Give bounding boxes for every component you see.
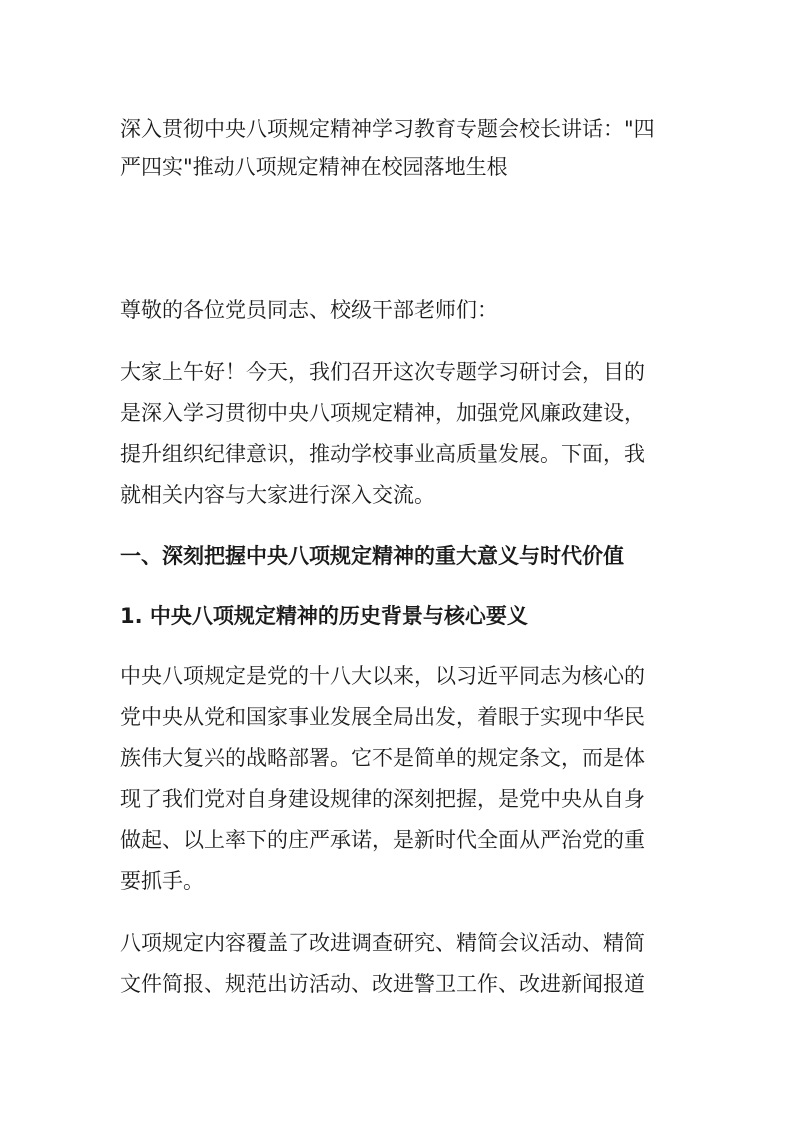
paragraph-content [120, 923, 645, 1005]
paragraph-line: 大家上午好！今天，我们召开这次专题学习研讨会，目的 [120, 360, 645, 384]
paragraph-line: 中央八项规定是党的十八大以来，以习近平同志为核心的 [120, 664, 645, 688]
paragraph-line: 就相关内容与大家进行深入交流。 [120, 483, 435, 507]
subsection-heading [120, 596, 528, 637]
paragraph-opening [120, 352, 645, 516]
document-title [120, 110, 655, 186]
section-heading-text: 一、深刻把握中央八项规定精神的重大意义与时代价值 [120, 544, 624, 568]
title-line: 严四实"推动八项规定精神在校园落地生根 [120, 155, 508, 179]
paragraph-line: 做起、以上率下的庄严承诺，是新时代全面从严治党的重 [120, 828, 645, 852]
paragraph-background [120, 656, 645, 902]
section-heading [120, 536, 624, 577]
paragraph-line: 八项规定内容覆盖了改进调查研究、精简会议活动、精简 [120, 931, 645, 955]
paragraph-line: 族伟大复兴的战略部署。它不是简单的规定条文，而是体 [120, 746, 645, 770]
paragraph-line: 文件简报、规范出访活动、改进警卫工作、改进新闻报道 [120, 972, 645, 996]
title-line: 深入贯彻中央八项规定精神学习教育专题会校长讲话："四 [120, 117, 655, 141]
paragraph-line: 提升组织纪律意识，推动学校事业高质量发展。下面，我 [120, 442, 645, 466]
paragraph-line: 现了我们党对自身建设规律的深刻把握，是党中央从自身 [120, 787, 645, 811]
subsection-heading-text: 1. 中央八项规定精神的历史背景与核心要义 [120, 604, 528, 628]
paragraph-line: 党中央从党和国家事业发展全局出发，着眼于实现中华民 [120, 705, 645, 729]
paragraph-line: 要抓手。 [120, 869, 204, 893]
paragraph-line: 是深入学习贯彻中央八项规定精神，加强党风廉政建设， [120, 401, 645, 425]
salutation-text: 尊敬的各位党员同志、校级干部老师们： [120, 298, 498, 322]
salutation [120, 290, 498, 331]
